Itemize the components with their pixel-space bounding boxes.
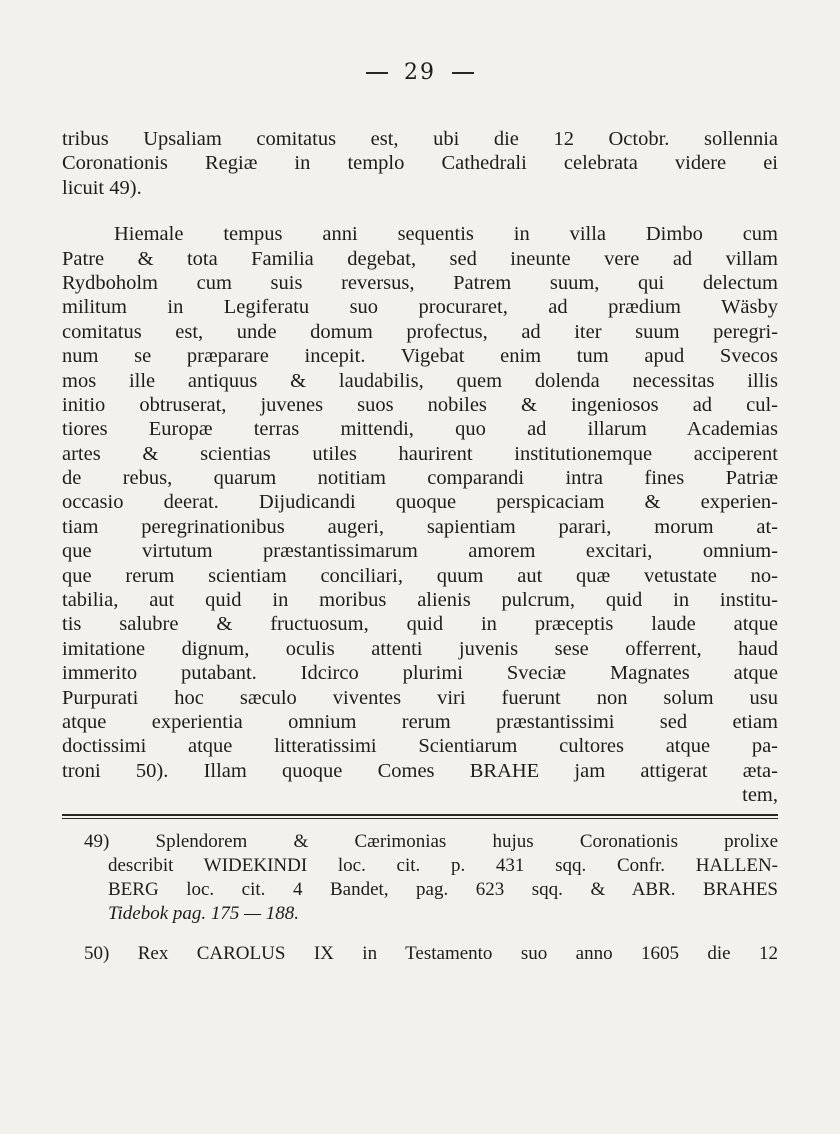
text-line: doctissimi atque litteratissimi Scientiarum cultores atque pa- [62,735,778,758]
footnote-49-line: BERG loc. cit. 4 Bandet, pag. 623 sqq. & ABR. BRAHES [108,879,778,900]
text-line: num se præparare incepit. Vigebat enim tum apud Svecos [62,345,778,368]
text-line: tis salubre & fructuosum, quid in præceptis laude atque [62,613,778,636]
text-line: tiores Europæ terras mittendi, quo ad illarum Academias [62,418,778,441]
text-line: que virtutum præstantissimarum amorem excitari, omnium- [62,540,778,563]
text-line: Patre & tota Familia degebat, sed ineunte vere ad villam [62,247,778,270]
text-line: occasio deerat. Dijudicandi quoque perspicaciam & experien- [62,491,778,514]
text-line: comitatus est, unde domum profectus, ad iter suum peregri- [62,320,778,343]
text-line: de rebus, quarum notitiam comparandi intra fines Patriæ [62,467,778,490]
left-dash [366,72,388,74]
footnote-gap [62,926,778,942]
footnote-rule [62,814,778,819]
text-line: mos ille antiquus & laudabilis, quem dolenda necessitas illis [62,369,778,392]
text-line: Coronationis Regiæ in templo Cathedrali celebrata videre ei [62,152,778,175]
footnotes [62,830,778,966]
footnote-49-line: describit WIDEKINDI loc. cit. p. 431 sqq. Confr. HALLEN- [108,855,778,876]
text-line: tabilia, aut quid in moribus alienis pulcrum, quid in institu- [62,589,778,612]
text-line: artes & scientias utiles haurirent institutionemque acciperent [62,442,778,465]
footnote-49-line: Tidebok pag. 175 — 188. [108,903,300,924]
page-number-text: 29 [404,60,436,85]
text-line: tribus Upsaliam comitatus est, ubi die 12 Octobr. sollennia [62,128,778,150]
footnote-49-line: 49) Splendorem & Cærimonias hujus Coronationis prolixe [84,831,778,852]
text-line: immerito putabant. Idcirco plurimi Sveciæ Magnates atque [62,662,778,685]
text-line: atque experientia omnium rerum præstantissimi sed etiam [62,710,778,733]
paragraph-gap [62,200,778,222]
text-line: licuit 49). [62,176,142,199]
main-text [62,127,778,808]
text-line: tiam peregrinationibus augeri, sapientiam parari, morum at- [62,515,778,538]
footnote-marker: 49) [84,831,110,852]
catchword: tem, [742,784,778,807]
page-number [0,60,840,85]
text-line: troni 50). Illam quoque Comes BRAHE jam attigerat æta- [62,759,778,782]
footnote-marker: 50) [84,943,110,964]
text-line: Hiemale tempus anni sequentis in villa Dimbo cum [114,223,778,246]
right-dash [452,72,474,74]
text-line: militum in Legiferatu suo procuraret, ad prædium Wäsby [62,296,778,319]
text-line: que rerum scientiam conciliari, quum aut quæ vetustate no- [62,564,778,587]
text-line: initio obtruserat, juvenes suos nobiles & ingeniosos ad cul- [62,393,778,416]
text-line: Purpurati hoc sæculo viventes viri fuerunt non solum usu [62,686,778,709]
footnote-50-line: 50) Rex CAROLUS IX in Testamento suo anno 1605 die 12 [84,943,778,964]
text-line: Rydboholm cum suis reversus, Patrem suum, qui delectum [62,271,778,294]
text-line: imitatione dignum, oculis attenti juvenis sese offerrent, haud [62,637,778,660]
